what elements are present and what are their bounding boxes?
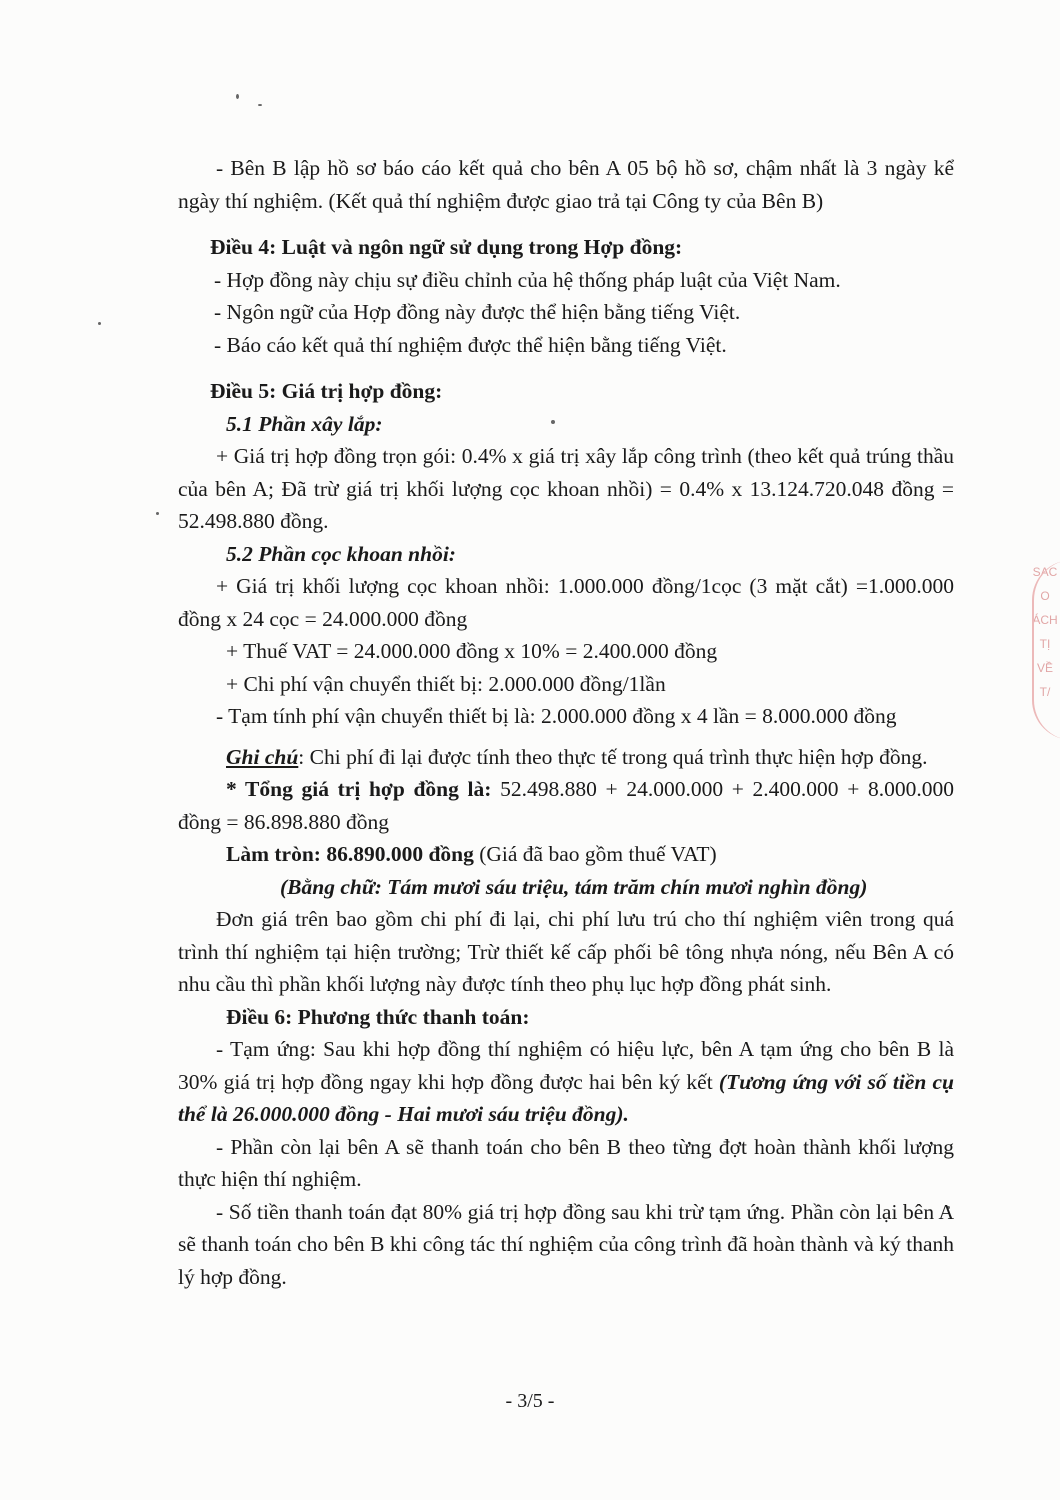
scan-speck: [98, 322, 101, 325]
rounded-total-label: Làm tròn: 86.890.000 đồng: [226, 842, 474, 866]
stamp-text: SAC: [1032, 565, 1058, 579]
note-text: : Chi phí đi lại được tính theo thực tế trong quá trình thực hiện hợp đồng.: [298, 744, 928, 769]
article-4-heading: Điều 4: Luật và ngôn ngữ sử dụng trong Hợp đồng:: [210, 235, 683, 259]
rounded-total-paragraph: [178, 838, 954, 871]
section-5-2-heading: [178, 538, 954, 571]
article-6-item-2: - Phần còn lại bên A sẽ thanh toán cho bên B theo từng đợt hoàn thành khối lượng thực hiện thí nghiệm.: [178, 1134, 954, 1191]
document-body: [178, 152, 954, 1293]
article-5-heading: Điều 5: Giá trị hợp đồng:: [210, 379, 443, 403]
section-5-2-item-1: + Giá trị khối lượng cọc khoan nhồi: 1.000.000 đồng/1cọc (3 mặt cắt) =1.000.000 đồng x 24 cọc = 24.000.000 đồng: [178, 574, 954, 631]
section-5-2-item-3: + Chi phí vận chuyển thiết bị: 2.000.000 đồng/1lần: [226, 671, 666, 696]
note-paragraph: [178, 741, 954, 774]
section-5-2-item-4: - Tạm tính phí vận chuyển thiết bị là: 2.000.000 đồng x 4 lần = 8.000.000 đồng: [216, 704, 897, 728]
article-4-item-1: - Hợp đồng này chịu sự điều chỉnh của hệ thống pháp luật của Việt Nam.: [214, 267, 841, 292]
page-number: - 3/5 -: [505, 1390, 555, 1412]
article-4-item-3: - Báo cáo kết quả thí nghiệm được thể hiện bằng tiếng Việt.: [214, 332, 727, 357]
rounded-total-text: (Giá đã bao gồm thuế VAT): [473, 842, 717, 866]
paragraph-report-delivery: - Bên B lập hồ sơ báo cáo kết quả cho bên A 05 bộ hồ sơ, chậm nhất là 3 ngày kể ngày thí nghiệm. (Kết quả thí nghiệm được giao trả tại Công ty của Bên B): [178, 156, 954, 213]
note-label: Ghi chú: [226, 744, 299, 769]
stamp-text: VỀ: [1036, 661, 1053, 675]
article-6-item-3: - Số tiền thanh toán đạt 80% giá trị hợp đồng sau khi trừ tạm ứng. Phần còn lại bên A sẽ thanh toán cho bên B khi công tác thí nghiệm của công trình đã hoàn thành và ký thanh lý hợp đồng.: [178, 1199, 954, 1289]
article-4-item-2: - Ngôn ngữ của Hợp đồng này được thể hiện bằng tiếng Việt.: [214, 300, 741, 324]
red-stamp-fragment: [1030, 560, 1060, 750]
section-5-2-title: 5.2 Phần cọc khoan nhồi:: [226, 541, 456, 566]
stamp-text: T/: [1039, 685, 1051, 699]
stamp-border: [1032, 560, 1060, 740]
total-text: 52.498.880 + 24.000.000 + 2.400.000 + 8.000.000 đồng = 86.898.880 đồng: [178, 777, 954, 834]
article-6-advance: [178, 1033, 954, 1131]
total-label: * Tổng giá trị hợp đồng là:: [226, 777, 492, 801]
section-5-1-heading: [178, 408, 954, 441]
section-5-2-item-2: + Thuế VAT = 24.000.000 đồng x 10% = 2.400.000 đồng: [226, 639, 718, 663]
article-6-heading: Điều 6: Phương thức thanh toán:: [226, 1004, 530, 1029]
scan-speck: [156, 512, 159, 515]
stamp-text: TỊ: [1039, 637, 1051, 651]
section-5-1-title: 5.1 Phần xây lắp:: [226, 411, 383, 436]
advance-text: - Tạm ứng: Sau khi hợp đồng thí nghiệm có hiệu lực, bên A tạm ứng cho bên B là 30% giá trị hợp đồng ngay khi hợp đồng được hai bên ký kết: [178, 1037, 954, 1094]
advance-amount: (Tương ứng với số tiền cụ thể là 26.000.000 đồng - Hai mươi sáu triệu đồng).: [178, 1069, 955, 1126]
scan-speck: [236, 94, 239, 99]
section-5-1-text: + Giá trị hợp đồng trọn gói: 0.4% x giá trị xây lắp công trình (theo kết quả trúng thầu của bên A; Đã trừ giá trị khối lượng cọc khoan nhồi) = 0.4% x 13.124.720.048 đồng = 52.498.880 đồng.: [178, 444, 954, 533]
scan-speck: [258, 104, 262, 106]
stamp-text: ÁCH: [1032, 613, 1058, 627]
total-paragraph: [178, 773, 954, 838]
amount-in-words: (Bằng chữ: Tám mươi sáu triệu, tám trăm chín mươi nghìn đồng): [280, 874, 868, 899]
unit-price-paragraph: Đơn giá trên bao gồm chi phí đi lại, chi phí lưu trú cho thí nghiệm viên trong quá trình thí nghiệm tại hiện trường; Trừ thiết kế cấp phối bê tông nhựa nóng, nếu Bên A có nhu cầu thì phần khối lượng này được tính theo phụ lục hợp đồng phát sinh.: [178, 907, 954, 996]
stamp-text: O: [1040, 589, 1050, 603]
